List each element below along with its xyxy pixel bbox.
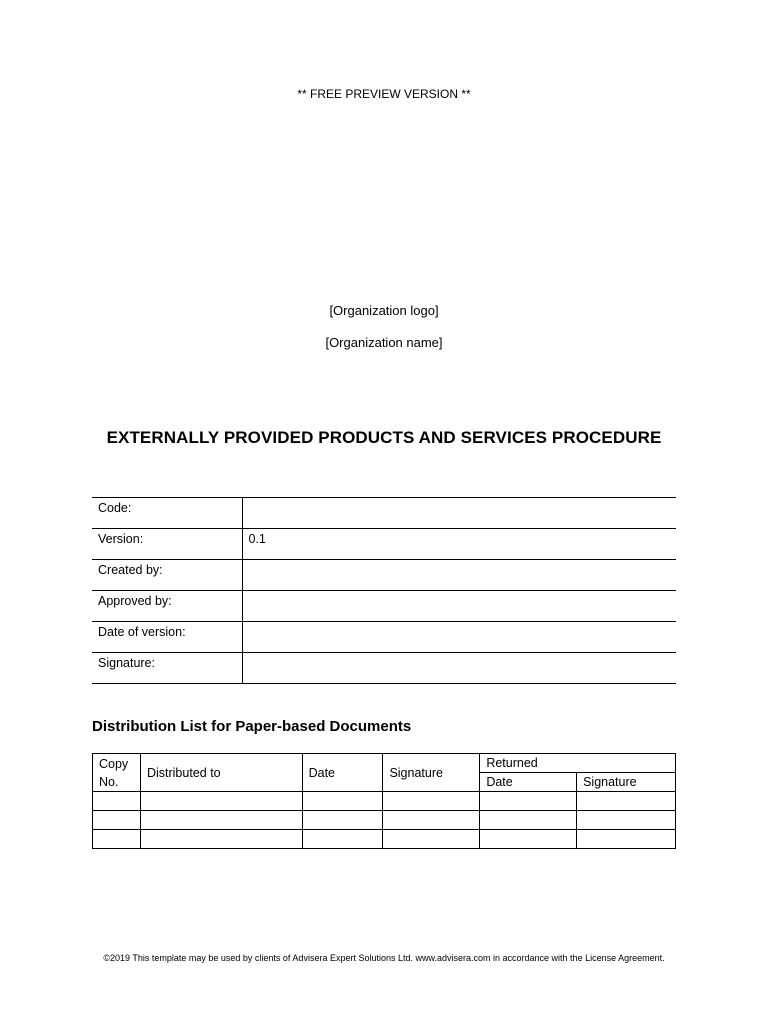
created-by-value [242,560,676,591]
table-cell [383,811,480,830]
table-cell [93,792,141,811]
table-header-row [93,754,676,773]
table-cell [140,830,302,849]
returned-date-header: Date [480,773,577,792]
code-label: Code: [92,498,242,529]
table-cell [383,830,480,849]
document-title: EXTERNALLY PROVIDED PRODUCTS AND SERVICES PROCEDURE [106,428,662,447]
table-cell [480,830,577,849]
table-cell [577,792,676,811]
returned-header: Returned [480,754,676,773]
distributed-to-header: Distributed to [140,754,302,792]
document-metadata-table [92,497,676,684]
distribution-list-table [92,753,676,849]
table-cell [302,811,383,830]
table-cell [302,830,383,849]
table-cell [140,811,302,830]
table-cell [480,811,577,830]
table-row [92,591,676,622]
table-cell [93,811,141,830]
table-cell [140,792,302,811]
table-cell [480,792,577,811]
distribution-list-heading: Distribution List for Paper-based Documents [92,718,412,735]
table-row [92,498,676,529]
preview-notice: ** FREE PREVIEW VERSION ** [297,87,471,101]
approved-by-value [242,591,676,622]
table-row [92,529,676,560]
table-row [93,830,676,849]
copy-no-header: Copy No. [93,754,141,792]
table-cell [93,830,141,849]
signature-header: Signature [383,754,480,792]
returned-signature-header: Signature [577,773,676,792]
date-of-version-value [242,622,676,653]
created-by-label: Created by: [92,560,242,591]
organization-name-placeholder: [Organization name] [325,335,443,350]
table-row [92,653,676,684]
version-label: Version: [92,529,242,560]
date-header: Date [302,754,383,792]
table-row [92,560,676,591]
version-value: 0.1 [242,529,676,560]
table-cell [383,792,480,811]
code-value [242,498,676,529]
date-of-version-label: Date of version: [92,622,242,653]
signature-label: Signature: [92,653,242,684]
footer-license-notice: ©2019 This template may be used by clients of Advisera Expert Solutions Ltd. www.advisera.com in accordance with the License Agreement. [103,953,665,963]
approved-by-label: Approved by: [92,591,242,622]
table-row [92,622,676,653]
signature-value [242,653,676,684]
organization-logo-placeholder: [Organization logo] [329,303,439,318]
table-cell [577,811,676,830]
table-row [93,811,676,830]
table-cell [302,792,383,811]
table-row [93,792,676,811]
table-cell [577,830,676,849]
